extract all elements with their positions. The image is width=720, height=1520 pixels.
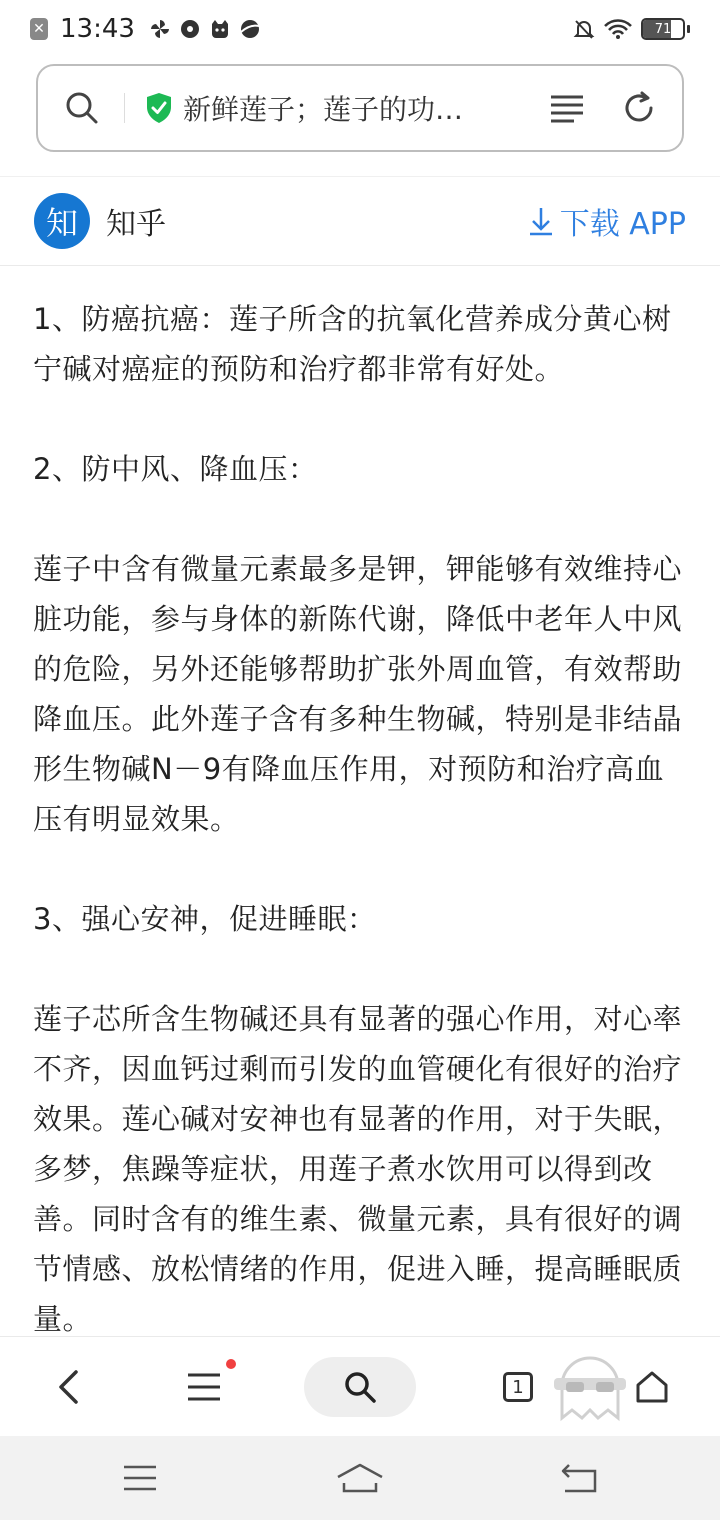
address-divider [124,93,125,123]
planet-notification-icon [239,18,261,40]
system-back-button[interactable] [540,1436,620,1520]
shield-check-icon [145,92,173,124]
site-header [0,176,720,266]
zhihu-logo-char: 知 [45,204,78,242]
article-body [33,294,693,1344]
status-bar [0,0,720,58]
search-icon [343,1370,377,1404]
tab-count-icon [503,1372,533,1402]
article-paragraph-5: 莲子芯所含生物碱还具有显著的强心作用，对心率不齐，因血钙过剩而引发的血管硬化有很好的治疗效果。莲心碱对安神也有显著的作用，对于失眠，多梦，焦躁等症状，用莲子煮水饮用可以得到改善。同时含有的维生素、微量元素，具有很好的调节情感、放松情绪的作用，促进入睡，提高睡眠质量。 [33,1002,683,1336]
status-right [573,18,690,40]
tabs-button[interactable] [488,1337,548,1437]
zhihu-logo[interactable] [34,193,90,249]
home-outline-icon [336,1463,384,1493]
search-icon[interactable] [64,90,100,126]
tab-count: 1 [512,1376,524,1398]
mute-bell-icon [573,18,595,40]
battery-level: 71 [654,21,672,37]
pinwheel-icon [149,18,171,40]
article-heading-4: 3、强心安神，促进睡眠： [33,902,377,936]
menu-icon [186,1372,222,1402]
menu-notification-dot [226,1359,236,1369]
home-button[interactable] [622,1337,682,1437]
download-app-label: 下载 APP [559,207,686,242]
status-time: 13:43 [60,14,135,44]
site-name[interactable]: 知乎 [106,207,166,242]
back-arrow-icon [561,1463,599,1493]
reader-mode-icon[interactable] [550,93,584,123]
system-home-button[interactable] [320,1436,400,1520]
paragraph-gap [33,944,693,994]
system-recents-button[interactable] [100,1436,180,1520]
notification-close-icon: ✕ [30,18,48,40]
home-icon [635,1370,669,1404]
cat-notification-icon [209,18,231,40]
article-heading-2: 2、防中风、降血压： [33,452,318,486]
chevron-left-icon [56,1369,80,1405]
battery-icon [641,18,685,40]
download-arrow-icon [528,206,554,236]
menu-button[interactable] [172,1337,236,1437]
app-notification-icon [179,18,201,40]
system-navigation-bar [0,1436,720,1520]
download-app-button[interactable] [528,199,686,243]
battery-indicator [641,18,690,40]
battery-tip [687,25,690,33]
paragraph-gap [33,494,693,544]
address-bar-container [36,64,684,152]
status-left [30,14,261,44]
article-paragraph-1: 1、防癌抗癌：莲子所含的抗氧化营养成分黄心树宁碱对癌症的预防和治疗都非常有好处。 [33,302,672,386]
article-paragraph-3: 莲子中含有微量元素最多是钾，钾能够有效维持心脏功能，参与身体的新陈代谢，降低中老年人中风的危险，另外还能够帮助扩张外周血管，有效帮助降血压。此外莲子含有多种生物碱，特别是非结晶形生物碱N－9有降血压作用，对预防和治疗高血压有明显效果。 [33,552,683,836]
wifi-icon [603,18,633,40]
paragraph-gap [33,844,693,894]
ghost-mascot-icon[interactable] [552,1348,628,1424]
paragraph-gap [33,394,693,444]
refresh-icon[interactable] [622,91,656,125]
page-title-in-address[interactable]: 新鲜莲子；莲子的功… [183,93,464,126]
address-bar[interactable] [36,64,684,152]
search-button[interactable] [304,1357,416,1417]
back-button[interactable] [38,1337,98,1437]
recents-menu-icon [123,1465,157,1491]
